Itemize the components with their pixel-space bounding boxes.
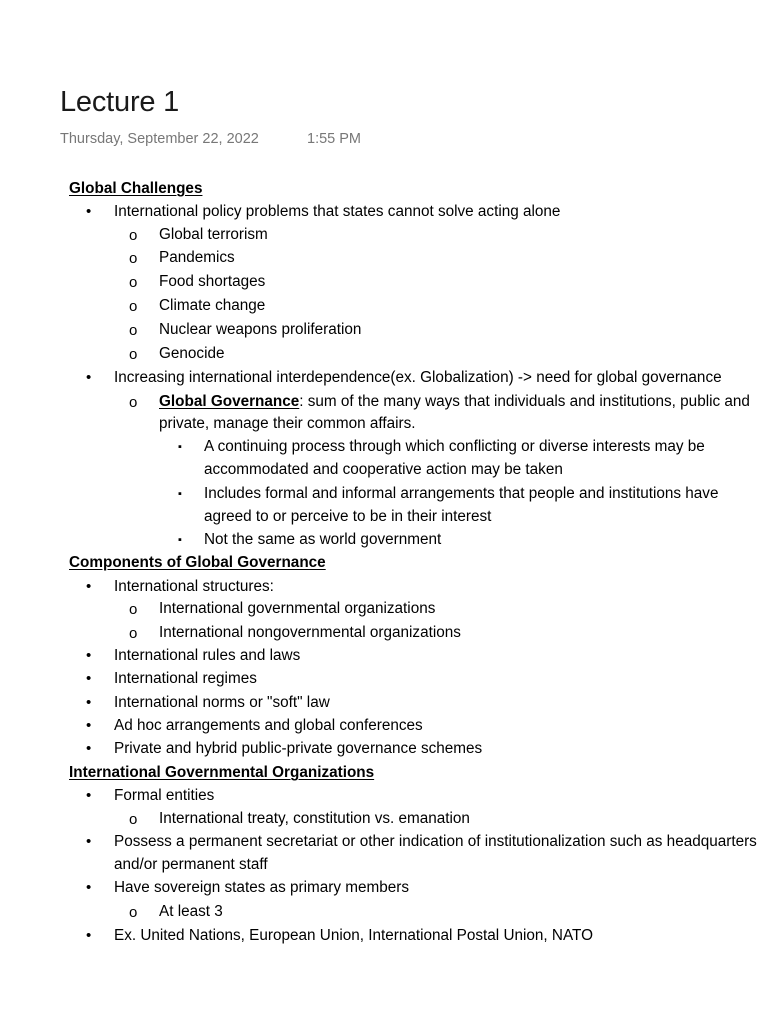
bullet-icon: • (86, 787, 92, 804)
term-global-governance: Global Governance (159, 393, 300, 410)
list-item: A continuing process through which conflicting or diverse interests may be (204, 438, 705, 455)
list-item: Genocide (159, 345, 225, 362)
list-item: At least 3 (159, 903, 223, 920)
heading-igo: International Governmental Organizations (69, 764, 375, 781)
list-item: Food shortages (159, 273, 266, 290)
square-bullet-icon: ▪ (178, 441, 182, 453)
list-item: Have sovereign states as primary members (114, 879, 409, 896)
bullet-icon: • (86, 647, 92, 664)
list-item: International governmental organizations (159, 600, 436, 617)
circle-bullet-icon: o (129, 250, 138, 267)
list-item: Pandemics (159, 249, 235, 266)
list-item: Climate change (159, 297, 266, 314)
bullet-icon: • (86, 740, 92, 757)
bullet-icon: • (86, 203, 92, 220)
list-item: International treaty, constitution vs. emanation (159, 810, 470, 827)
list-item-continuation: accommodated and cooperative action may be taken (204, 461, 563, 478)
bullet-icon: • (86, 369, 92, 386)
list-item: Not the same as world government (204, 531, 442, 548)
circle-bullet-icon: o (129, 346, 138, 363)
list-item: International policy problems that states cannot solve acting alone (114, 203, 561, 220)
circle-bullet-icon: o (129, 601, 138, 618)
circle-bullet-icon: o (129, 227, 138, 244)
circle-bullet-icon: o (129, 625, 138, 642)
list-item: International structures: (114, 578, 274, 595)
list-item-continuation: private, manage their common affairs. (159, 415, 416, 432)
list-item: Ex. United Nations, European Union, International Postal Union, NATO (114, 927, 593, 944)
bullet-icon: • (86, 879, 92, 896)
page-title: Lecture 1 (60, 86, 180, 118)
list-item: International rules and laws (114, 647, 301, 664)
list-item: International nongovernmental organizations (159, 624, 461, 641)
bullet-icon: • (86, 578, 92, 595)
definition-text: : sum of the many ways that individuals and institutions, public and (299, 393, 750, 410)
list-item: Formal entities (114, 787, 215, 804)
list-item: International norms or "soft" law (114, 694, 330, 711)
list-item: Private and hybrid public-private governance schemes (114, 740, 483, 757)
list-item: Nuclear weapons proliferation (159, 321, 362, 338)
list-item: Global terrorism (159, 226, 268, 243)
heading-components: Components of Global Governance (69, 554, 326, 571)
circle-bullet-icon: o (129, 322, 138, 339)
list-item: Possess a permanent secretariat or other indication of institutionalization such as headquarters (114, 833, 757, 850)
list-item: Ad hoc arrangements and global conferences (114, 717, 423, 734)
bullet-icon: • (86, 694, 92, 711)
square-bullet-icon: ▪ (178, 534, 182, 546)
circle-bullet-icon: o (129, 298, 138, 315)
list-item-continuation: agreed to or perceive to be in their interest (204, 508, 492, 525)
page-time: 1:55 PM (307, 131, 361, 147)
bullet-icon: • (86, 717, 92, 734)
bullet-icon: • (86, 833, 92, 850)
list-item: International regimes (114, 670, 257, 687)
square-bullet-icon: ▪ (178, 488, 182, 500)
list-item: Includes formal and informal arrangements that people and institutions have (204, 485, 719, 502)
bullet-icon: • (86, 670, 92, 687)
circle-bullet-icon: o (129, 904, 138, 921)
circle-bullet-icon: o (129, 811, 138, 828)
heading-global-challenges: Global Challenges (69, 180, 203, 197)
list-item-continuation: and/or permanent staff (114, 856, 268, 873)
circle-bullet-icon: o (129, 274, 138, 291)
list-item: Increasing international interdependence(ex. Globalization) -> need for global governance (114, 369, 722, 386)
list-item (159, 392, 750, 412)
bullet-icon: • (86, 927, 92, 944)
circle-bullet-icon: o (129, 394, 138, 411)
page-date: Thursday, September 22, 2022 (60, 131, 259, 147)
